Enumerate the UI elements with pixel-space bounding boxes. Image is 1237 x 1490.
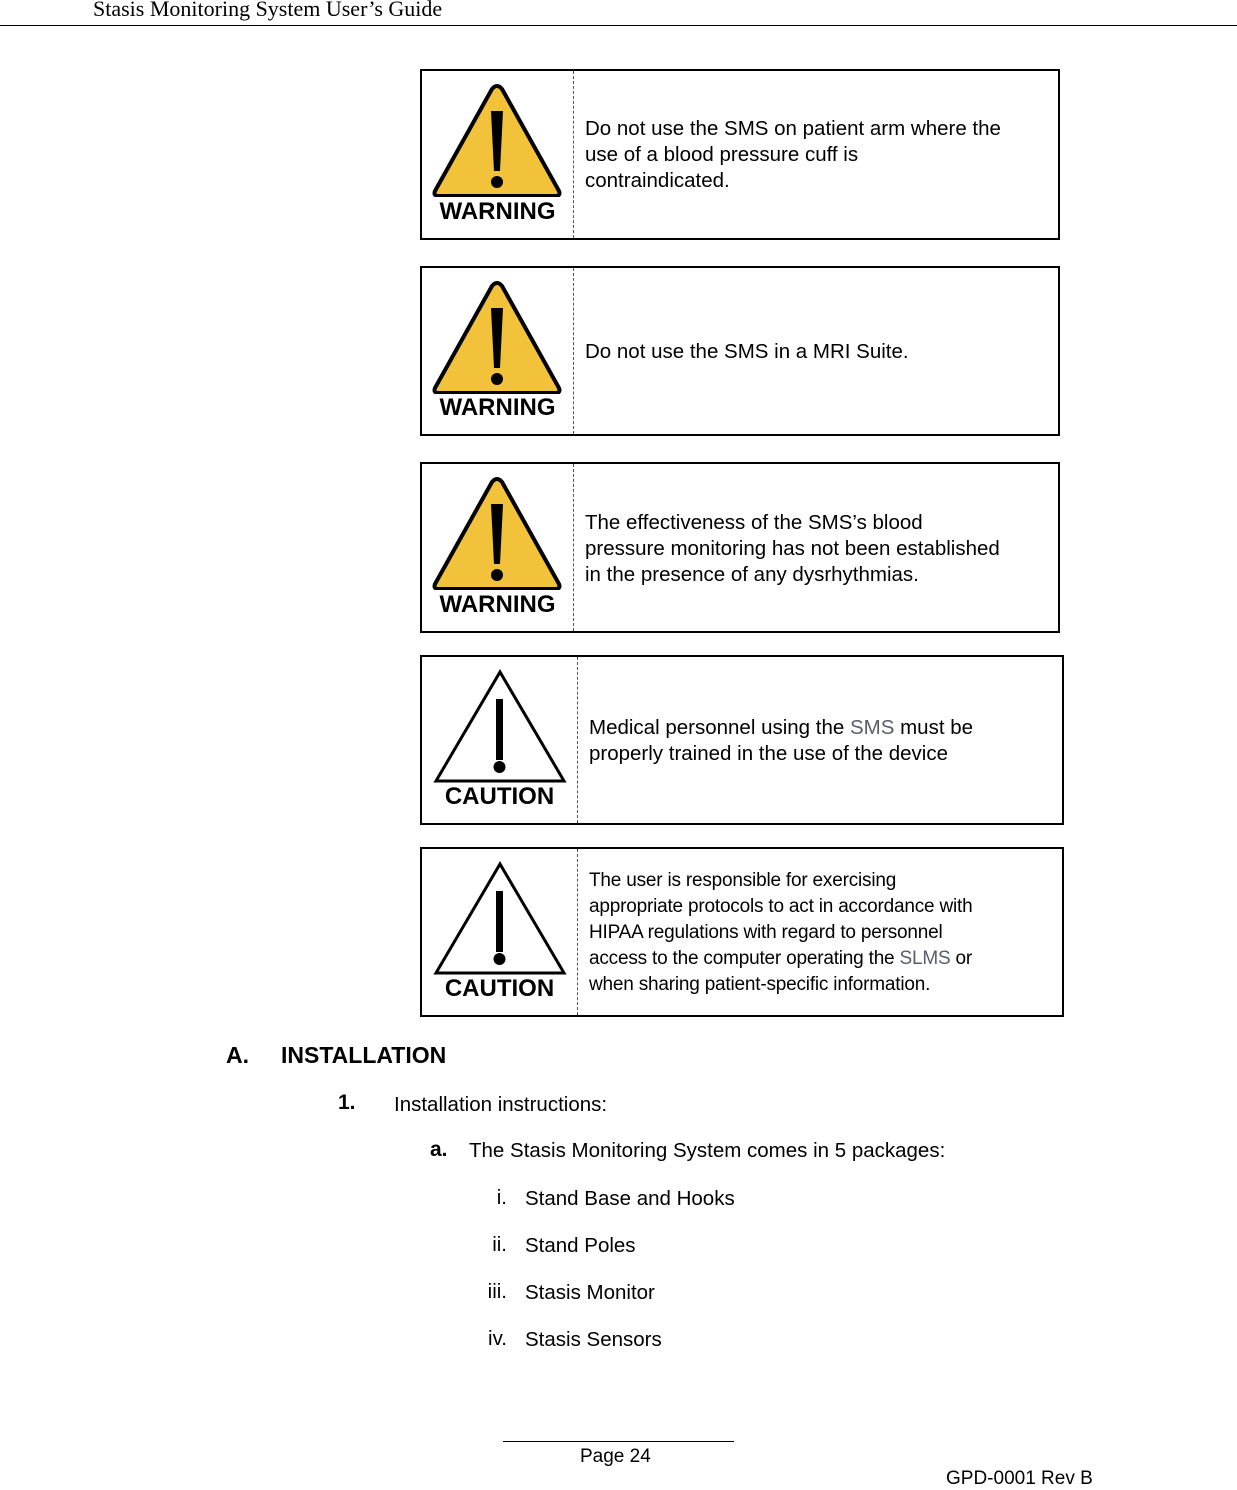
caution-icon-cell	[422, 657, 578, 823]
slms-highlight: SLMS	[899, 948, 951, 969]
message-line: when sharing patient-specific information.	[589, 974, 931, 995]
message-line	[589, 715, 973, 741]
message-line: HIPAA regulations with regard to personnel	[589, 922, 943, 943]
caution-triangle-icon	[433, 861, 567, 975]
step-number: 1.	[338, 1091, 356, 1114]
header-rule	[0, 25, 1237, 26]
warning-triangle-icon	[432, 83, 562, 197]
warning-icon-cell	[422, 464, 574, 631]
package-text: Stand Base and Hooks	[525, 1187, 735, 1210]
warning-notice-1	[420, 69, 1060, 240]
message-text: or	[950, 948, 973, 969]
warning-notice-3	[420, 462, 1060, 633]
message-text: must be	[894, 716, 974, 739]
running-header-title: Stasis Monitoring System User’s Guide	[93, 0, 443, 21]
caution-message	[589, 715, 973, 767]
substep-text: The Stasis Monitoring System comes in 5 packages:	[469, 1139, 946, 1162]
section-letter: A.	[226, 1042, 249, 1068]
substep-letter: a.	[430, 1138, 448, 1161]
document-id: GPD-0001 Rev B	[946, 1468, 1093, 1489]
warning-icon-cell	[422, 71, 574, 238]
message-line: The effectiveness of the SMS’s blood	[585, 511, 923, 534]
page-number: Page 24	[580, 1446, 651, 1467]
warning-triangle-icon	[432, 476, 562, 590]
warning-message	[585, 510, 1000, 588]
warning-icon-cell	[422, 268, 574, 434]
sms-highlight: SMS	[849, 716, 895, 739]
package-numeral: iii.	[487, 1280, 507, 1303]
package-text: Stand Poles	[525, 1234, 636, 1257]
message-line: contraindicated.	[585, 169, 730, 192]
package-text: Stasis Sensors	[525, 1328, 662, 1351]
package-text: Stasis Monitor	[525, 1281, 655, 1304]
warning-message	[585, 116, 1001, 194]
caution-label: CAUTION	[444, 783, 555, 810]
message-line: appropriate protocols to act in accordance with	[589, 896, 973, 917]
message-line: pressure monitoring has not been established	[585, 537, 1000, 560]
message-text: Medical personnel using the	[589, 716, 850, 739]
warning-label: WARNING	[439, 591, 556, 618]
footer-rule	[503, 1441, 734, 1442]
message-line: properly trained in the use of the device	[589, 742, 948, 765]
caution-message	[589, 868, 973, 998]
caution-notice-2	[420, 847, 1064, 1017]
message-line: Do not use the SMS on patient arm where the	[585, 117, 1001, 140]
section-title: INSTALLATION	[281, 1042, 447, 1068]
package-numeral: i.	[496, 1186, 507, 1209]
caution-notice-1	[420, 655, 1064, 825]
message-line	[589, 946, 973, 972]
step-text: Installation instructions:	[394, 1093, 608, 1116]
warning-label: WARNING	[439, 394, 556, 421]
warning-message	[585, 339, 909, 365]
warning-notice-2	[420, 266, 1060, 436]
message-line: The user is responsible for exercising	[589, 870, 897, 891]
caution-icon-cell	[422, 849, 578, 1015]
package-numeral: ii.	[492, 1233, 507, 1256]
warning-triangle-icon	[432, 280, 562, 394]
warning-label: WARNING	[439, 198, 556, 225]
message-text: access to the computer operating the	[589, 948, 900, 969]
message-line: in the presence of any dysrhythmias.	[585, 563, 919, 586]
message-line: Do not use the SMS in a MRI Suite.	[585, 340, 909, 363]
caution-triangle-icon	[433, 669, 567, 783]
package-numeral: iv.	[488, 1327, 507, 1350]
caution-label: CAUTION	[444, 975, 555, 1002]
message-line: use of a blood pressure cuff is	[585, 143, 859, 166]
